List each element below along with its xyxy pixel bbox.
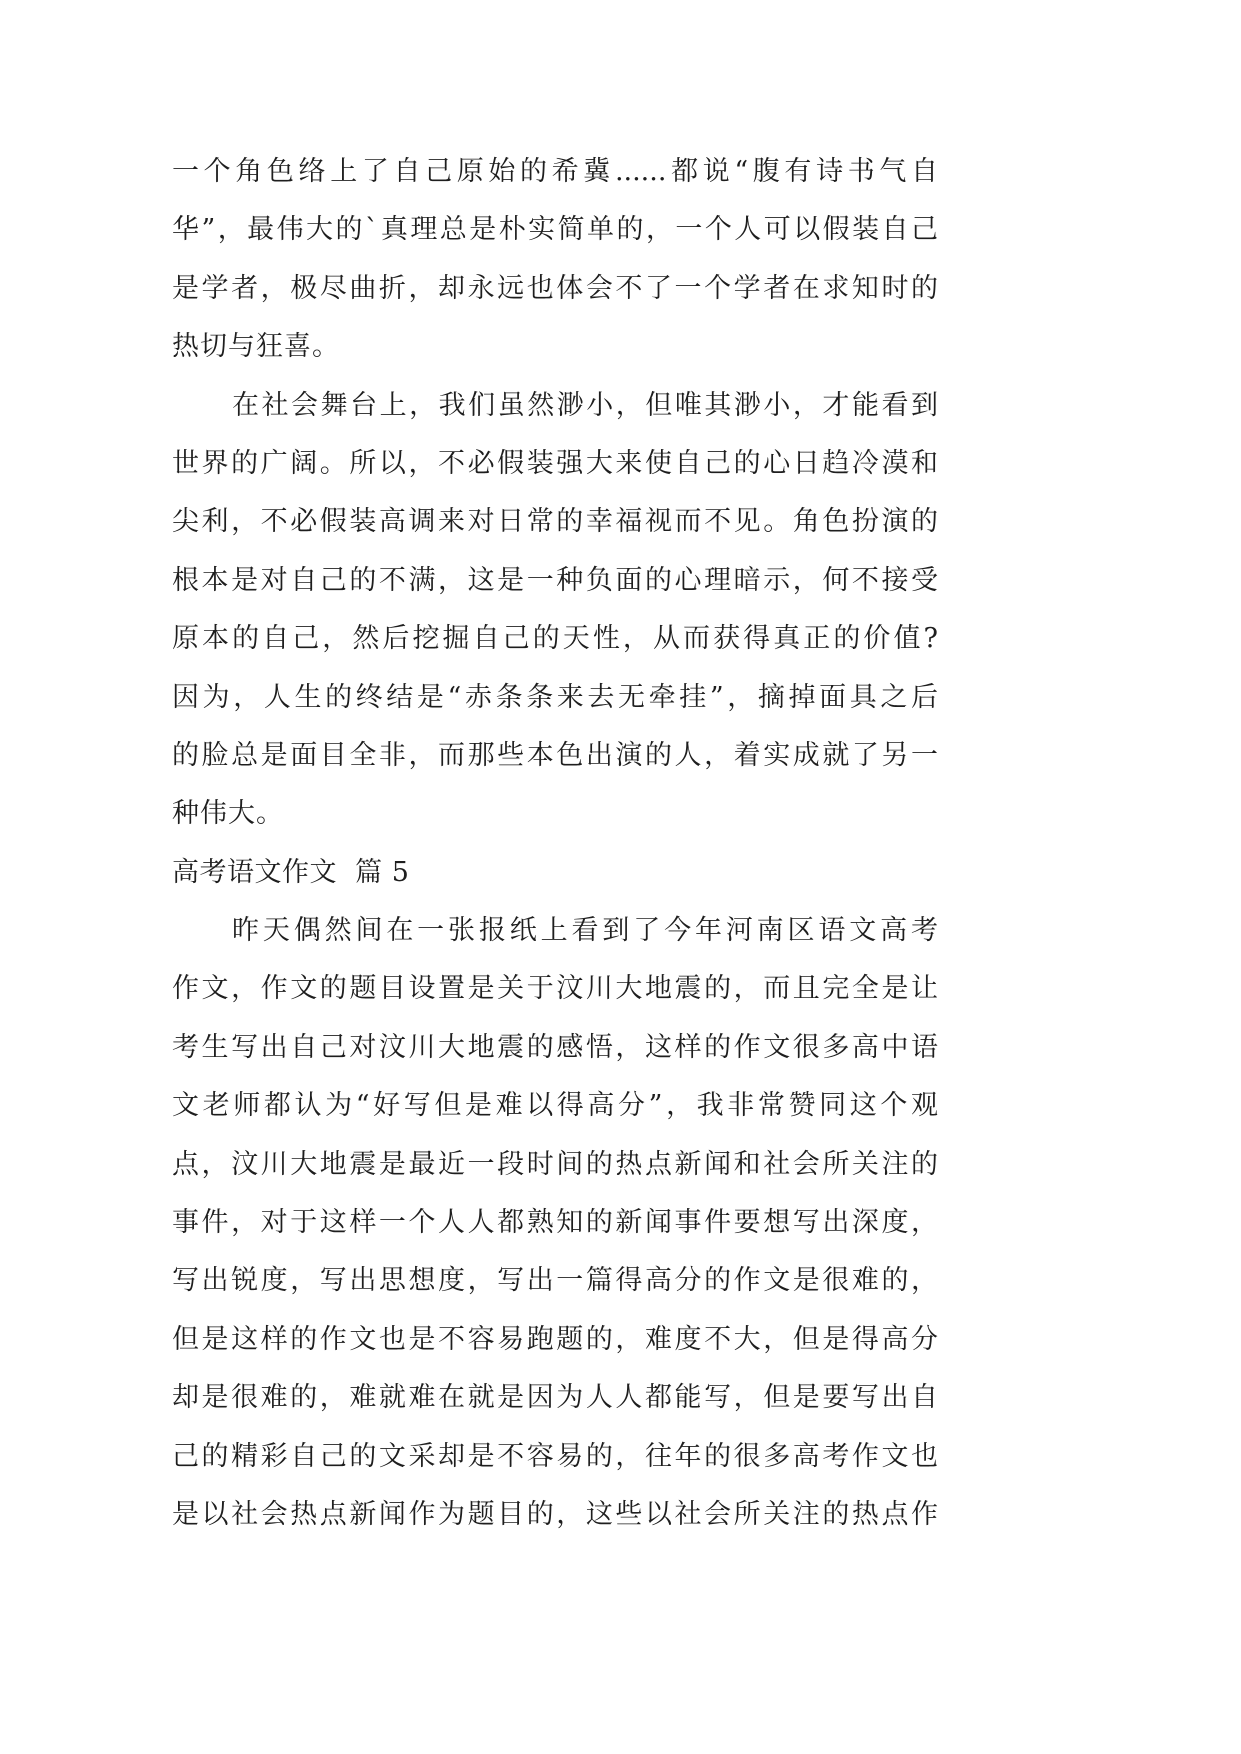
text-line: 是学者，极尽曲折，却永远也体会不了一个学者在求知时的	[172, 272, 938, 304]
text-line: 作文，作文的题目设置是关于汶川大地震的，而且完全是让	[172, 973, 938, 1005]
text-line: 文老师都认为“好写但是难以得高分”，我非常赞同这个观	[172, 1090, 938, 1122]
text-line: 华”，最伟大的`真理总是朴实简单的，一个人可以假装自己	[172, 214, 938, 246]
paragraph-continued	[172, 143, 938, 377]
paragraph	[172, 377, 938, 844]
document-body	[172, 143, 938, 1544]
text-line: 热切与狂喜。	[172, 331, 340, 363]
section-heading: 高考语文作文 篇 5	[172, 856, 410, 888]
text-line: 却是很难的，难就难在就是因为人人都能写，但是要写出自	[172, 1382, 938, 1414]
text-line: 考生写出自己对汶川大地震的感悟，这样的作文很多高中语	[172, 1031, 938, 1063]
text-line: 写出锐度，写出思想度，写出一篇得高分的作文是很难的，	[172, 1265, 938, 1297]
text-line: 尖利，不必假装高调来对日常的幸福视而不见。角色扮演的	[172, 506, 938, 538]
text-line: 原本的自己，然后挖掘自己的天性，从而获得真正的价值?	[172, 623, 938, 655]
paragraph	[172, 902, 938, 1544]
text-line: 种伟大。	[172, 798, 284, 830]
text-line: 事件，对于这样一个人人都熟知的新闻事件要想写出深度，	[172, 1207, 938, 1239]
text-line: 一个角色络上了自己原始的希冀......都说“腹有诗书气自	[172, 156, 938, 187]
text-line: 但是这样的作文也是不容易跑题的，难度不大，但是得高分	[172, 1323, 938, 1355]
text-line: 在社会舞台上，我们虽然渺小，但唯其渺小，才能看到	[232, 389, 938, 421]
text-line: 昨天偶然间在一张报纸上看到了今年河南区语文高考	[232, 915, 938, 947]
text-line: 世界的广阔。所以，不必假装强大来使自己的心日趋冷漠和	[172, 447, 938, 479]
text-line: 点，汶川大地震是最近一段时间的热点新闻和社会所关注的	[172, 1148, 938, 1180]
text-line: 是以社会热点新闻作为题目的，这些以社会所关注的热点作	[172, 1498, 938, 1530]
text-line: 的脸总是面目全非，而那些本色出演的人，着实成就了另一	[172, 739, 938, 771]
text-line: 因为，人生的终结是“赤条条来去无牵挂”，摘掉面具之后	[172, 681, 938, 713]
text-line: 己的精彩自己的文采却是不容易的，往年的很多高考作文也	[172, 1440, 938, 1472]
text-line: 根本是对自己的不满，这是一种负面的心理暗示，何不接受	[172, 564, 938, 596]
